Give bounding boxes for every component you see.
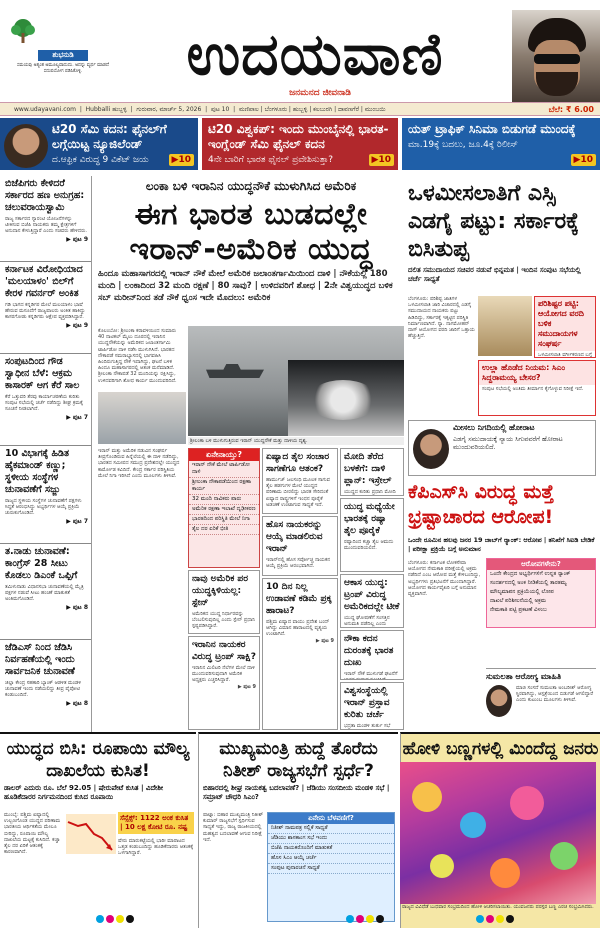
box-item: ನಿತೀಶ್ ನಾಮಪತ್ರ ಸಲ್ಲಿಕೆ ಸಾಧ್ಯತೆ [268,824,394,834]
registration-dot [346,915,354,923]
sumalatha-avatar [486,685,512,717]
registration-dot [496,915,504,923]
story-headline: 10 ವಿಭಾಗಕ್ಕೆ ಹಿಡಿತ ಹೈಕಮಾಂಡ್ ಕಣ್ಣು; ಸ್ಥಳೀಯ ಸಂಸ್ಥೆಗಳ ಚುನಾವಣೆಗೆ ಸಜ್ಜು [5,448,70,495]
kpsc-deck: ಒಂದೇ ರೂಮಿನ ಹಲವು ಜನರ 19 ಜಾಬ್‌ಗೆ ರ‍್ಯಾಂಕ್: ಆರೋಪ | ತನಿಖೆಗೆ ಸಿಐಡಿ ಬೇಡಿಕೆ | ಪರೀಕ್ಷಾ ಪ್ರಕ್ರಿಯೆ ಬಗ್ಗೆ ಅನುಮಾನ [408,536,595,553]
box-item: ಭಾರತದಿಂದ ಪರಿಸ್ಥಿತಿ ಮೇಲೆ ನಿಗಾ [189,515,259,525]
warship-shape [206,364,264,378]
box-item: ಹೊಸ ಸಿಎಂ ಆಯ್ಕೆ ಚರ್ಚೆ [268,854,394,864]
story-body: ತಮಿಳುನಾಡು ವಿಧಾನಸಭಾ ಚುನಾವಣೆಯಲ್ಲಿ ಮೈತ್ರಿ ಪಕ್ಷಗಳ ನಡುವೆ ಸೀಟು ಹಂಚಿಕೆ ಮಾತುಕತೆ ಅಂತಿಮಗೊಂಡಿದೆ. [5,584,84,603]
mid-story-page-ref: ▶ ಪುಟ 9 [315,637,334,644]
mid-story[interactable] [188,570,260,634]
teaser-india-england[interactable] [202,118,398,170]
box-item: 32 ಮಂದಿ ನಾವಿಕರು ಪಾರು [189,495,259,505]
mid-story[interactable] [340,630,404,680]
site-url[interactable]: www.udayavani.com [14,106,77,113]
box-item: ಜೆಡಿಯು ಶಾಸಕಾಂಗ ಸಭೆ ಇಂದು [268,834,394,844]
story-page-ref: ▶ ಪುಟ 7 [66,413,88,421]
mid-story-body: ಯುದ್ಧ ಘೋಷಣೆಗೆ ಸಂಸತ್ತಿನ ಅನುಮತಿ ಪಡೆದಿಲ್ಲ ಎಂದು [344,615,390,628]
color-splash [490,858,520,888]
lead-headline-line2: ಇರಾನ್-ಅಮೆರಿಕ ಯುದ್ಧ [129,232,373,267]
story-page-ref: ▶ ಪುಟ 9 [66,235,88,243]
reservation-headline[interactable]: ಒಳಮೀಸಲಾತಿಗೆ ಎಸ್ಸಿ ಎಡಗೈ ಪಟ್ಟು: ಸರ್ಕಾರಕ್ಕೆ ಬಿಸಿತುಪ್ಪ [408,181,580,262]
story-body: ರಾಜ್ಯ ಸರ್ಕಾರದ ಗ್ಯಾರಂಟಿ ಯೋಜನೆಗಳನ್ನು ಟೀಕಿಸುವ ಬಿಜೆಪಿ ನಾಯಕರು ತಮ್ಮ ಕ್ಷೇತ್ರಗಳಿಗೆ ಅನುದಾನ ಕೇಳುತ್ತಿದ್ದಾರೆ ಎಂದು ಸಚಿವರು ಹೇಳಿದರು. [5,216,87,235]
page-count: ಪುಟ 10 [210,106,230,113]
mid-story-body: ಪಶ್ಚಿಮ ಏಷ್ಯಾದ ವಾಯು ಪ್ರದೇಶ ಬಂದ್ ಆಗಿದ್ದು ವಿಮಾನ ಹಾರಾಟದಲ್ಲಿ ವ್ಯತ್ಯಯ ಉಂಟಾಗಿದೆ. [266,619,330,638]
mid-story-body: ಇರಾನಿನ ಮಿಲಿಟರಿ ನೆಲೆಗಳ ಮೇಲೆ ದಾಳಿ ಮುಂದುವರಿಸುವುದಾಗಿ ಅಮೆರಿಕ ಅಧ್ಯಕ್ಷರು ಎಚ್ಚರಿಸಿದ್ದಾರೆ. [192,665,255,684]
registration-dot [106,915,114,923]
registration-dot [476,915,484,923]
what-happened-box [188,448,260,568]
story-body: ಗಡಿ ಭಾಗದ ಕನ್ನಡಿಗರ ಮೇಲೆ ಮಲಯಾಳಂ ಭಾಷೆ ಹೇರುವ ಮಸೂದೆಗೆ ರಾಜ್ಯಪಾಲರು ಅಂಕಿತ ಹಾಕಿದ್ದು ಕಾಸರಗೋಡು ಕನ್ನಡಿಗರು ಆಕ್ಷೇಪ ವ್ಯಕ್ತಪಡಿಸಿದ್ದಾರೆ. [5,302,86,321]
reservation-sidebox-2[interactable] [478,360,596,416]
left-news-column [0,176,92,732]
story-body: ಜಿಲ್ಲಾ ಕೇಂದ್ರ ಸಹಕಾರಿ ಬ್ಯಾಂಕ್ ಆಡಳಿತ ಮಂಡಳಿ ಚುನಾವಣೆ ಇಂದು ನಡೆಯಲಿದ್ದು ತೀವ್ರ ಪೈಪೋಟಿ ಕಂಡುಬಂದಿದೆ. [5,680,81,699]
mid-story-body: ಯುದ್ಧದ ಕುರಿತು ಪ್ರಧಾನಿ ಮೋದಿ [344,489,396,495]
box-item: ನೇಮಕಾತಿ ಪಟ್ಟಿ ಪ್ರಕಟಣೆ ವಿಳಂಬ [490,607,547,613]
story-page-ref: ▶ ಪುಟ 8 [66,603,88,611]
registration-dot [356,915,364,923]
mid-story[interactable] [340,682,404,730]
left-story[interactable] [0,446,91,544]
story-body: ರಾಜ್ಯದ ಸ್ಥಳೀಯ ಸಂಸ್ಥೆಗಳ ಚುನಾವಣೆಗೆ ಪಕ್ಷಗಳು ಸಿದ್ಧತೆ ಆರಂಭಿಸಿದ್ದು ಅಭ್ಯರ್ಥಿಗಳ ಆಯ್ಕೆ ಪ್ರಕ್ರಿಯೆ ಚುರುಕುಗೊಂಡಿದೆ. [5,498,82,517]
story-headline: ಕರ್ನಾಟಕ ವಿರೋಧಿಯಾದ 'ಮಲಯಾಳಂ' ಬಿಲ್‌ಗೆ ಕೇರಳ ಗವರ್ನರ್ ಅಂಕಿತ [5,264,83,299]
box-item: ಸಂಪುಟ ಪುನಾರಚನೆ ಸಾಧ್ಯತೆ [268,864,394,874]
photo-sunglasses [534,54,580,64]
holi-photo [400,762,596,904]
registration-dot [376,915,384,923]
box-item: ಒಂದೇ ಕೇಂದ್ರದ ಅಭ್ಯರ್ಥಿಗಳಿಗೆ ಉನ್ನತ ರ‍್ಯಾಂಕ್ [490,571,571,577]
registration-dot [486,915,494,923]
reservation-deck: ದಲಿತ ಸಮುದಾಯದ ಸಚಿವರ ನಡುವೆ ಭಿನ್ನಮತ | ಇಂದಿನ ಸಂಪುಟ ಸಭೆಯಲ್ಲಿ ಚರ್ಚೆ ಸಾಧ್ಯತೆ [408,266,581,283]
story-page-ref: ▶ ಪುಟ 7 [66,517,88,525]
left-story[interactable] [0,354,91,446]
reservation-body: ಬೆಂಗಳೂರು: ಪರಿಶಿಷ್ಟ ಜಾತಿಗಳ ಒಳಮೀಸಲಾತಿ ಜಾರಿ ವಿಚಾರದಲ್ಲಿ ಎಡಗೈ ಸಮುದಾಯದ ನಾಯಕರು ಪಟ್ಟು ಹಿಡಿದಿದ್ದು, ಸರ್ಕಾರಕ್ಕೆ ಇಕ್ಕಟ್ಟಿನ ಪರಿಸ್ಥಿತಿ ನಿರ್ಮಾಣವಾಗಿದೆ. ನ್ಯಾ. ನಾಗಮೋಹನ್ ದಾಸ್ ಆಯೋಗದ ವರದಿ ಜಾರಿಗೆ ಒತ್ತಾಯ ಹೆಚ್ಚುತ್ತಿದೆ. [408,296,475,340]
lead-body-right: ಇರಾನ್ ಮತ್ತು ಅಮೆರಿಕ ನಡುವಿನ ಸಂಘರ್ಷ ತೀವ್ರಗೊಂಡಿರುವ ಹಿನ್ನೆಲೆಯಲ್ಲಿ ಈ ದಾಳಿ ನಡೆದಿದ್ದು, ಭಾರತದ ಸಮೀಪದ ಸಮುದ್ರ ಪ್ರದೇಶದಲ್ಲೇ ಯುದ್ಧದ ಕಾರ್ಮೋಡ ಕವಿದಿದೆ. ಕೇಂದ್ರ ಸರ್ಕಾರ ಪರಿಸ್ಥಿತಿಯ ಮೇಲೆ ನಿಗಾ ಇರಿಸಿದೆ ಎಂದು ಮೂಲಗಳು ತಿಳಿಸಿವೆ. [98,448,180,479]
mid-story-body: ಹಾರ್ಮುಜ್ ಜಲಸಂಧಿ ಮೂಲಕ ಸಾಗುವ ತೈಲ ಹಡಗುಗಳ ಮೇಲೆ ಯುದ್ಧದ ಪರಿಣಾಮ ಬೀರಲಿದ್ದು ಭಾರತ ಸೇರಿದಂತೆ ಏಷ್ಯಾದ ರಾಷ್ಟ್ರಗಳಿಗೆ ಇಂಧನ ಪೂರೈಕೆ ಅಡಚಣೆ ಉಂಟಾಗುವ ಸಾಧ್ಯತೆ ಇದೆ. [266,477,330,508]
story-headline: ಬಿಜೆಪಿಗರು ಕೇಳಿದರೆ ಸರ್ಕಾರದ ಹಣ ಅನುಗ್ರಹ: ಚಲುವರಾಯಸ್ವಾಮಿ [5,178,85,213]
rupee-story[interactable] [0,732,196,928]
box-item: ಶ್ರೀಲಂಕಾ ನೌಕಾಪಡೆಯಿಂದ ರಕ್ಷಣಾ ಕಾರ್ಯ [189,478,259,495]
edition-name: Hubballi ಹುಬ್ಬಳ್ಳಿ [85,106,127,113]
box-item: ಸಂದರ್ಶನದಲ್ಲಿ ಅಂಕ ನೀಡಿಕೆಯಲ್ಲಿ ತಾರತಮ್ಯ [490,580,567,586]
issue-date: ಗುರುವಾರ, ಮಾರ್ಚ್ 5, 2026 [136,106,202,113]
info-bar: www.udayavani.com | Hubballi ಹುಬ್ಬಳ್ಳಿ | ಗುರುವಾರ, ಮಾರ್ಚ್ 5, 2026 | ಪುಟ 10 | ಮಣಿಪಾಲ | ಬೆಂಗಳೂರು | ಹುಬ್ಬಳ್ಳಿ | ಕಲಬುರಗಿ | ದಾವಣಗೆರೆ | ಮುಂಬಯಿ ಬೆಲೆ: ₹ 6.00 [0,102,600,116]
lead-photo-small [98,392,186,444]
box-item: ಇರಾನ್ ನೌಕೆ ಮೇಲೆ ಟಾರ್ಪಿಡೋ ದಾಳಿ [189,461,259,478]
rupee-headline: ಯುದ್ಧದ ಬಿಸಿ: ರೂಪಾಯಿ ಮೌಲ್ಯ ದಾಖಲೆಯ ಕುಸಿತ! [6,739,190,781]
nitish-developments-box [267,812,395,922]
rupee-body: ಮುಂಬೈ: ಪಶ್ಚಿಮ ಏಷ್ಯಾದಲ್ಲಿ ಉಲ್ಬಣಗೊಂಡ ಯುದ್ಧದ ಪರಿಣಾಮ ಭಾರತೀಯ ಆರ್ಥಿಕತೆಯ ಮೇಲೂ ಬೀರಿದ್ದು, ರೂಪಾಯಿ ಮೌಲ್ಯ ದಾಖಲೆಯ ಮಟ್ಟಕ್ಕೆ ಕುಸಿದಿದೆ. ಕಚ್ಚಾ ತೈಲ ದರ ಏರಿಕೆ ಆತಂಕಕ್ಕೆ ಕಾರಣವಾಗಿದೆ. [4,812,61,856]
print-registration-marks [0,912,600,928]
mid-story[interactable] [340,448,404,496]
teaser-newzealand[interactable] [0,118,198,170]
mid-story-headline: ವಿಶ್ವಸಂಸ್ಥೆಯಲ್ಲಿ ಇರಾನ್ ಪ್ರಸ್ತಾವ ಕುರಿತು ಚರ್ಚೆ [344,686,390,720]
mid-story-body: ಇರಾನ್‌ನಲ್ಲಿ ಹೊಸ ಸರ್ವೋಚ್ಚ ನಾಯಕನ ಆಯ್ಕೆ ಪ್ರಕ್ರಿಯೆ ಆರಂಭವಾಗಿದೆ. [266,557,331,570]
price-label: ಬೆಲೆ: ₹ 6.00 [548,105,594,114]
box-item: ತೈಲ ದರ ಏರಿಕೆ ಭೀತಿ [189,525,259,535]
mid-story-body: ರಷ್ಯಾದಿಂದ ಕಚ್ಚಾ ತೈಲ ಆಮದು ಮುಂದುವರಿಯಲಿದೆ. [344,539,394,552]
box-item: ಅಮೆರಿಕ ರಕ್ಷಣಾ ಇಲಾಖೆ ದೃಢೀಕರಣ [189,505,259,515]
registration-dot [506,915,514,923]
color-splash [550,842,578,870]
masthead-subtitle: ಜನಮನದ ಜೀವನಾಡಿ [289,88,351,98]
quote-box [408,420,596,476]
box-title: ಏನೇನಾಯ್ತು? [189,449,259,461]
mid-story-headline: ನಾವು ಅಮೆರಿಕ ಪರ ಯುದ್ಧಕ್ಕಿಳಿಯಲ್ಲ: ಸ್ಪೇನ್ [192,574,248,608]
allegations-box [486,558,596,628]
sumalatha-headline: ಸುಮಲತಾ ಆರೋಗ್ಯ ಮಾಹಿತಿ [486,672,562,681]
box-title: ಏನೇನು ಬೆಳವಣಿಗೆ? [268,813,394,824]
smoke-cloud [308,380,378,420]
shubhanudi-label: ಶುಭನುಡಿ [38,50,88,61]
sidebox-body: ಒಳಮೀಸಲಾತಿ ವರ್ಗೀಕರಣದ ಬಗ್ಗೆ [538,352,593,358]
cricketer-thumbnail [4,124,48,168]
rupee-chart-icon [66,814,116,854]
mid-story-headline: ಮೋದಿ ತೆರೆದ ಬಳಕೆಗೆ: ದಾಳಿ ಪ್ಲಾನ್: ಇಸ್ರೇಲ್ [344,452,392,486]
registration-dot [116,915,124,923]
sensex-body: ಷೇರು ಮಾರುಕಟ್ಟೆಯಲ್ಲಿ ಭಾರೀ ಮಾರಾಟದ ಒತ್ತಡ ಕಂಡುಬಂದಿದ್ದು ಹೂಡಿಕೆದಾರರು ಆತಂಕಕ್ಕೆ ಒಳಗಾಗಿದ್ದಾರೆ. [118,838,194,857]
story-page-ref: ▶ ಪುಟ 8 [66,699,88,707]
page-badge: ▶10 [369,154,394,166]
color-splash [460,812,486,838]
sidebox-body: ಸಂಪುಟ ಸಭೆಯಲ್ಲಿ ಅಂತಿಮ ತೀರ್ಮಾನ ಕೈಗೊಳ್ಳುವ ನಿರೀಕ್ಷೆ ಇದೆ. [482,386,584,392]
lead-deck: ಹಿಂದೂ ಮಹಾಸಾಗರದಲ್ಲಿ ಇರಾನ್ ನೌಕೆ ಮೇಲೆ ಅಮೆರಿಕ ಜಲಾಂತರ್ಗಾಮಿಯಿಂದ ದಾಳಿ | ನೌಕೆಯಲ್ಲಿ 180 ಮಂದಿ | ಲಂಕಾದಿಂದ 32 ಮಂದಿ ರಕ್ಷಣೆ | 80 ಸಾವು? | ಉಳಿದವರಿಗೆ ಶೋಧ | 2ನೇ ವಿಶ್ವಯುದ್ಧದ ಬಳಿಕ ಸಬ್ ಮರೀನ್‌ನಿಂದ ತಡೆ ನೌಕೆ ಧ್ವಂಸ ಇದೇ ಮೊದಲು: ಅಮೆರಿಕ [98,269,393,303]
color-splash [412,782,442,812]
shubhanudi-box [8,18,118,110]
story-headline: ತ.ನಾಡು ಚುನಾವಣೆ: ಕಾಂಗ್ರೆಸ್ 28 ಸೀಟು ಕೊಡಲು ಡಿಎಂಕೆ ಒಪ್ಪಿಗೆ [5,546,78,581]
nitish-headline: ಮುಖ್ಯಮಂತ್ರಿ ಹುದ್ದೆ ತೊರೆದು ನಿತೀಶ್ ರಾಜ್ಯಸಭೆಗೆ ಸ್ಪರ್ಧೆ? [219,739,378,781]
quote-headline: ಮೀಸಲು ನಿಗದಿಯಲ್ಲಿ ಹೋರಾಟ [453,423,535,432]
explosion-photo [288,360,404,436]
color-splash [510,786,544,820]
holi-caption: ರಾಜ್ಯದ ವಿವಿಧೆಡೆ ಬುಧವಾರ ಸಂಭ್ರಮದಿಂದ ಹೋಳಿ ಆಚರಿಸಲಾಯಿತು. ಯುವಜನರು ಪರಸ್ಪರ ಬಣ್ಣ ಎರಚಿ ಸಂಭ್ರಮಿಸಿದರು. [402,904,594,910]
mid-story-page-ref: ▶ ಪುಟ 9 [237,683,256,690]
mid-story-headline: 10 ದಿನ ನಿಲ್ಲ ಉಡಾವಣೆ ಕಡಿಮೆ ಪ್ರಕ್ಕ ಹಾರಾಟ? [266,582,332,616]
mid-story-headline: ಇರಾನಿನ ನಾಯಕರ ವಿರುದ್ಧ ಟ್ರಂಪ್ ಸಾಕ್ಷಿ? [192,640,256,662]
mid-story[interactable] [188,636,260,730]
mid-story-headline: ಹೊಸ ನಾಯಕರನ್ನು ಆಯ್ಕೆ ಮಾಡಲಿರುವ ಇರಾನ್ [266,520,323,554]
nitish-body: ಪಾಟ್ನಾ: ಬಿಹಾರ ಮುಖ್ಯಮಂತ್ರಿ ನಿತೀಶ್ ಕುಮಾರ್ ರಾಜ್ಯಸಭೆಗೆ ಸ್ಪರ್ಧಿಸುವ ಸಾಧ್ಯತೆ ಇದ್ದು, ರಾಜ್ಯ ರಾಜಕೀಯದಲ್ಲಿ ಮಹತ್ವದ ಬದಲಾವಣೆ ಆಗುವ ನಿರೀಕ್ಷೆ ಇದೆ. [203,812,264,843]
vidhana-soudha-photo [478,296,532,356]
photo-beard [536,72,578,96]
teaser-title: ಟಿ20 ವಿಶ್ವಕಪ್: ಇಂದು ಮುಂಬೈನಲ್ಲಿ ಭಾರತ-ಇಂಗ್ಲೆಂಡ್ ಸೆಮಿ ಫೈನಲ್ ಕದನ [208,122,389,151]
page-badge: ▶10 [571,154,596,166]
story-headline: ಜೆಡಿಎಸ್ ನಿಂದ ಜೆಡಿಸಿ ನಿರ್ವಹಣೆಯಲ್ಲಿ ಇಂದು ಸಾರ್ವಜನಿಕ ಚುನಾವಣೆ [5,642,75,677]
mid-story-headline: ನೌಕಾ ಕದನ ದುರಂತಕ್ಕೆ ಭಾರತ ದುಃಖ [344,634,394,668]
quote-body: ಎಡಗೈ ಸಮುದಾಯಕ್ಕೆ ನ್ಯಾಯ ಸಿಗುವವರೆಗೆ ಹೋರಾಟ ಮುಂದುವರಿಯಲಿದೆ. [453,435,563,451]
mid-story-body: ಇರಾನ್ ನೌಕೆ ಮುಳುಗಡೆ ಘಟನೆಗೆ [344,671,398,677]
box-item: ಮೌಲ್ಯಮಾಪನ ಪ್ರಕ್ರಿಯೆಯಲ್ಲಿ ಲೋಪ [490,589,554,595]
sidebox-headline: ಪರಿಶಿಷ್ಟರ ಪಟ್ಟಿ: ಆಯೋಗದ ವರದಿ ಬಳಿಕ ಸಮುದಾಯಗಳ ಸಂಘರ್ಷ [535,297,595,351]
sidebox-headline: ಉಲ್ಲಾ ಹೊಡೆದ ನಿಯಮ: ಸಿಎಂ ಸಿದ್ದರಾಮಯ್ಯ ಬೇಸರ? [479,361,595,385]
registration-dot [96,915,104,923]
teaser-movie[interactable] [402,118,600,170]
sensex-box: ಸೆನ್ಸೆಕ್ಸ್: 1122 ಅಂಕ ಕುಸಿತ | 10 ಲಕ್ಷ ಕೋಟಿ ರೂ. ನಷ್ಟ [118,812,194,834]
lead-kicker: ಲಂಕಾ ಬಳಿ ಇರಾನಿನ ಯುದ್ಧನೌಕೆ ಮುಳುಗಿಸಿದ ಅಮೆರಿಕ [145,179,357,193]
teaser-title: ಯತ್ ಟ್ರಾಫಿಕ್ ಸಿನಿಮಾ ಬಿಡುಗಡೆ ಮುಂದಕ್ಕೆ [408,122,576,136]
nitish-story[interactable] [198,732,398,928]
mid-story[interactable] [262,448,338,514]
lead-headline-line1: ಈಗ ಭಾರತ ಬುಡದಲ್ಲೇ [134,197,368,232]
holi-headline: ಹೋಳಿ ಬಣ್ಣಗಳಲ್ಲಿ ಮಿಂದೆದ್ದ ಜನರು [402,739,599,759]
mid-story-body: ಅಮೆರಿಕದ ಯುದ್ಧ ನಿರ್ಧಾರವನ್ನು ಬೆಂಬಲಿಸುವುದಿಲ್ಲ ಎಂದು ಸ್ಪೇನ್ ಪ್ರಧಾನಿ ಸ್ಪಷ್ಟಪಡಿಸಿದ್ದಾರೆ. [192,611,256,630]
box-title: ಆರೋಪಗಳೇನು? [487,559,595,570]
reservation-sidebox-1[interactable] [534,296,596,358]
story-body: ಕೆರೆ ಒತ್ತುವರಿ ತೆರವು ಕಾರ್ಯಾಚರಣೆಯ ಕುರಿತು ಸಂಪುಟ ಸಭೆಯಲ್ಲಿ ಚರ್ಚೆ ನಡೆದಿದ್ದು ಶೀಘ್ರ ಕ್ರಮಕ್ಕೆ ಸೂಚನೆ ನೀಡಲಾಗಿದೆ. [5,394,83,413]
box-item: ದಾಖಲೆ ಪರಿಶೀಲನೆಯಲ್ಲಿ ಅಕ್ರಮ [490,598,547,604]
lead-body-left: ಕೊಲಂಬೋ: ಶ್ರೀಲಂಕಾ ಕರಾವಳಿಯಿಂದ ಸುಮಾರು 40 ನಾಟಿಕಲ್ ಮೈಲು ದೂರದಲ್ಲಿ ಇರಾನಿನ ಯುದ್ಧನೌಕೆಯನ್ನು ಅಮೆರಿಕದ ಜಲಾಂತರ್ಗಾಮಿ ಟಾರ್ಪಿಡೋ ದಾಳಿ ನಡೆಸಿ ಮುಳುಗಿಸಿದೆ. ಭಾರತದ ನೌಕಾಪಡೆ ಸಮರಾಭ್ಯಾಸದಲ್ಲಿ ಭಾಗವಹಿಸಿ ಹಿಂದಿರುಗುತ್ತಿದ್ದ ನೌಕೆ ಇದಾಗಿದ್ದು, ಘಟನೆ ಬಳಿಕ ಹಿಂದೂ ಮಹಾಸಾಗರದಲ್ಲಿ ಆತಂಕ ಮನೆಮಾಡಿದೆ. ಶ್ರೀಲಂಕಾ ನೌಕಾಪಡೆ 32 ಮಂದಿಯನ್ನು ರಕ್ಷಿಸಿದ್ದು, ಉಳಿದವರಿಗಾಗಿ ಶೋಧ ಕಾರ್ಯ ಮುಂದುವರಿದಿದೆ. [98,328,177,384]
box-item: ಬಿಜೆಪಿ ನಾಯಕರೊಂದಿಗೆ ಮಾತುಕತೆ [268,844,394,854]
edition-list: ಮಣಿಪಾಲ | ಬೆಂಗಳೂರು | ಹುಬ್ಬಳ್ಳಿ | ಕಲಬುರಗಿ | ದಾವಣಗೆರೆ | ಮುಂಬಯಿ [238,106,386,113]
registration-dot [366,915,374,923]
story-page-ref: ▶ ಪುಟ 9 [66,321,88,329]
teaser-sub: ಮಾ.19ಕ್ಕೆ ಬದಲು, ಜೂ.4ಕ್ಕೆ ರಿಲೀಸ್ [408,140,518,150]
registration-dot [126,915,134,923]
kpsc-headline[interactable]: ಕೆಪಿಎಸ್‌ಸಿ ವಿರುದ್ಧ ಮತ್ತೆ ಭ್ರಷ್ಟಾಚಾರದ ಆರೋಪ! [408,481,554,528]
sumalatha-story[interactable] [486,668,596,730]
story-headline: ಸಂಪುಟದಿಂದ ಗೌಡ ಸ್ವಾಧೀನ ಬೆಳೆ: ಆಕ್ರಮ ಕಾಸಾರಕ್ ಆಗ ಕೆರೆ ಸಾಲ [5,356,80,391]
sumalatha-body: ಮಾಜಿ ಸಂಸದೆ ಸುಮಲತಾ ಅಂಬರೀಶ್ ಆರೋಗ್ಯ ಸ್ಥಿರವಾಗಿದ್ದು, ಆಸ್ಪತ್ರೆಯಿಂದ ಬಿಡುಗಡೆ ಆಗಲಿದ್ದಾರೆ ಎಂದು ಕುಟುಂಬ ಮೂಲಗಳು ತಿಳಿಸಿವೆ. [516,685,594,704]
teaser-title: ಟಿ20 ಸೆಮಿ ಕದನ: ಫೈನಲ್‌ಗೆ ಲಗ್ಗೆಯಿಟ್ಟ ನ್ಯೂಜಿಲೆಂಡ್ [52,122,167,151]
mid-story-headline: ಆಕಾಸ ಯುದ್ಧ: ಟ್ರಂಪ್ ವಿರುದ್ಧ ಅಮೆರಿಕದಲ್ಲೇ ಟೀಕೆ [344,578,400,612]
lead-photo [188,326,404,436]
mid-story-body: ಭದ್ರತಾ ಮಂಡಳಿ ತುರ್ತು ಸಭೆ [344,723,391,729]
teaser-sub: ದ.ಆಫ್ರಿಕ ವಿರುದ್ಧ 9 ವಿಕೆಟ್ ಜಯ [52,155,149,165]
left-story[interactable] [0,640,91,732]
mid-story-headline: ಯುದ್ಧ ಮಧ್ಯೆಯೇ ಭಾರತಕ್ಕೆ ರಷ್ಯಾ ತೈಲ ಪೂರೈಕೆ [344,502,395,536]
mid-story[interactable] [340,574,404,628]
mid-story[interactable] [340,498,404,572]
kpsc-body: ಬೆಂಗಳೂರು: ಕರ್ನಾಟಕ ಲೋಕಸೇವಾ ಆಯೋಗದ ನೇಮಕಾತಿ ಪರೀಕ್ಷೆಯಲ್ಲಿ ಅಕ್ರಮ ನಡೆದಿದೆ ಎಂಬ ಆರೋಪ ಮತ್ತೆ ಕೇಳಿಬಂದಿದ್ದು, ಅಭ್ಯರ್ಥಿಗಳು ಪ್ರತಿಭಟನೆಗೆ ಮುಂದಾಗಿದ್ದಾರೆ. ಆಯೋಗದ ಕಾರ್ಯವೈಖರಿ ಬಗ್ಗೆ ಅನುಮಾನ ವ್ಯಕ್ತವಾಗಿದೆ. [408,560,481,598]
celebrity-photo [512,10,600,112]
nitish-deck: ಬಿಹಾರದಲ್ಲಿ ಶೀಘ್ರ ನಾಯಕತ್ವ ಬದಲಾವಣೆ? | ಜೆಡಿಯು ಸಂಸದೀಯ ಮಂಡಳಿ ಸಭೆ | ಸಮ್ರಾಟ್ ಚೌಧರಿ ಸಿಎಂ? [203,784,390,801]
mid-story-headline: ಏಷ್ಯಾದ ತೈಲ ಸಂಚಾರ ಸಾಗಣೆಗೂ ಆತಂಕ? [266,452,330,474]
leader-avatar [413,429,449,469]
mid-story[interactable] [262,578,338,730]
mid-story[interactable] [262,516,338,576]
lead-photo-caption: ಶ್ರೀಲಂಕಾ ಬಳಿ ಮುಳುಗುತ್ತಿರುವ ಇರಾನ್ ಯುದ್ಧನೌಕೆ ಮತ್ತು ದಾಳಿಯ ದೃಶ್ಯ. [188,437,404,445]
left-story[interactable] [0,262,91,354]
masthead-title[interactable]: ಉದಯವಾಣಿ [186,20,444,88]
lead-headline[interactable] [98,197,404,267]
left-story[interactable] [0,544,91,640]
color-splash [430,854,454,878]
page-badge: ▶10 [169,154,194,166]
left-story[interactable] [0,176,91,262]
shubhanudi-text: ಸಮಯವು ಅತ್ಯಂತ ಅಮೂಲ್ಯವಾದುದು. ಅದನ್ನು ವ್ಯರ್ಥ ಮಾಡದೆ ಸದುಪಯೋಗ ಪಡಿಸಿಕೊಳ್ಳಿ. [17,63,109,74]
rupee-deck: ಡಾಲರ್ ಎದುರು ರೂ. ಬೆಲೆ 92.05 | ಷೇರುಪೇಟೆ ಕುಸಿತ | ವಿದೇಶೀ ಹೂಡಿಕೆದಾರರ ನಿರ್ಗಮನದಿಂದ ಕುಸಿದ ರೂಪಾಯಿ [4,784,164,801]
teaser-sub: 4ನೇ ಬಾರಿಗೆ ಭಾರತ ಫೈನಲ್ ಪ್ರವೇಶಿಸುತ್ತಾ? [208,155,334,165]
tree-icon [8,18,38,44]
